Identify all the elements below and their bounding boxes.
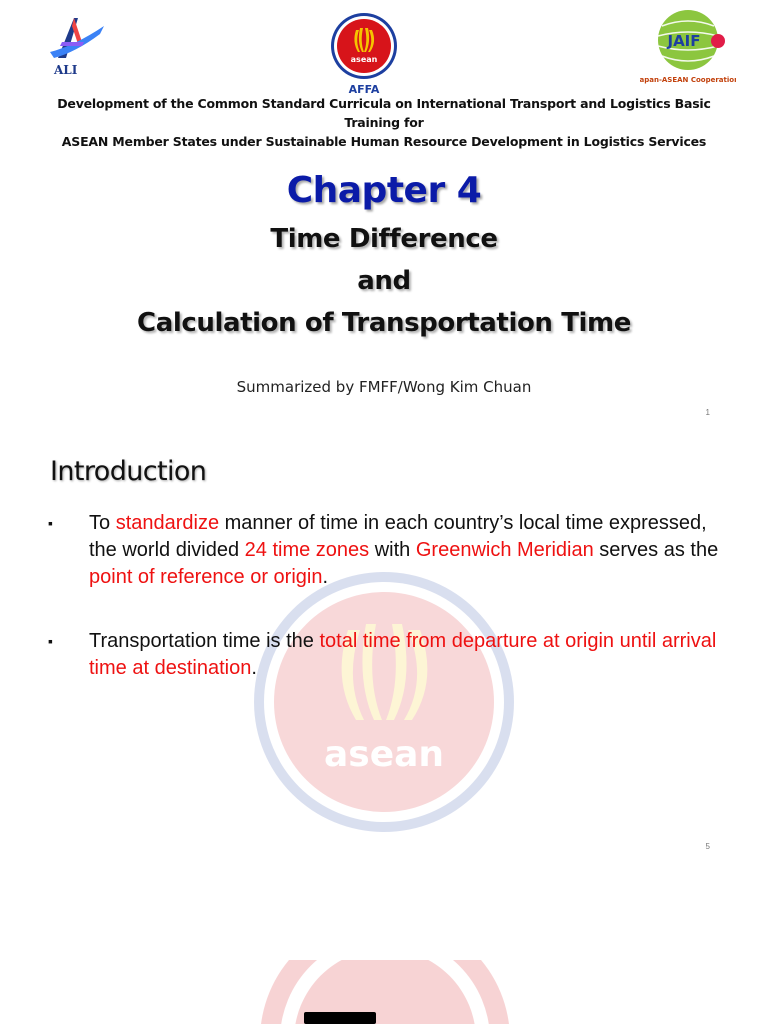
bullet-marker: ▪ <box>48 515 53 531</box>
intro-heading: Introduction <box>50 456 207 487</box>
chapter-title: Chapter 4 <box>286 170 482 211</box>
title-slide <box>0 0 768 430</box>
bullet-2-text: Transportation time is the total time from departure at origin until arrival time at destination. <box>89 630 717 679</box>
title-line-1: Time Difference <box>270 224 498 254</box>
asean-logo-partial <box>250 960 520 1024</box>
header-line-1: Development of the Common Standard Curricula on International Transport and Logistics Basic Training for <box>57 96 711 130</box>
highlight-point-of-reference: point of reference or origin <box>89 566 323 588</box>
watermark-text: asean <box>323 734 445 775</box>
highlight-greenwich-meridian: Greenwich Meridian <box>415 539 594 561</box>
project-header <box>30 94 738 151</box>
jaif-caption: Japan-ASEAN Cooperation <box>640 76 736 84</box>
bullet-marker: ▪ <box>48 633 53 649</box>
slide-1-page-number: 1 <box>705 408 710 417</box>
author-summary: Summarized by FMFF/Wong Kim Chuan <box>236 378 532 396</box>
next-slide-partial <box>0 930 768 1024</box>
title-line-2: and <box>357 266 411 296</box>
partial-heading-shape <box>304 1012 376 1024</box>
introduction-slide <box>0 430 768 854</box>
slide-2-page-number: 5 <box>705 842 710 851</box>
asean-affa-logo <box>328 12 400 96</box>
highlight-24-time-zones: 24 time zones <box>244 539 370 561</box>
ali-logo <box>44 12 114 78</box>
title-line-3: Calculation of Transportation Time <box>137 308 631 338</box>
asean-watermark <box>252 570 516 834</box>
jaif-logo <box>640 8 736 86</box>
jaif-logo-text: JAIF <box>667 32 701 50</box>
affa-caption: AFFA <box>348 83 380 96</box>
highlight-standardize: standardize <box>115 512 220 534</box>
ali-logo-text: ALI <box>54 63 78 77</box>
bullet-1-text: To standardize manner of time in each country’s local time expressed, the world divided 24 time zones with Greenwich Meridian serves as the point of reference or origin. <box>89 512 719 588</box>
highlight-total-time: total time from departure at origin until arrival time at destination <box>89 630 717 679</box>
header-line-2: ASEAN Member States under Sustainable Human Resource Development in Logistics Services <box>61 134 707 149</box>
asean-logo-text: asean <box>350 55 378 64</box>
